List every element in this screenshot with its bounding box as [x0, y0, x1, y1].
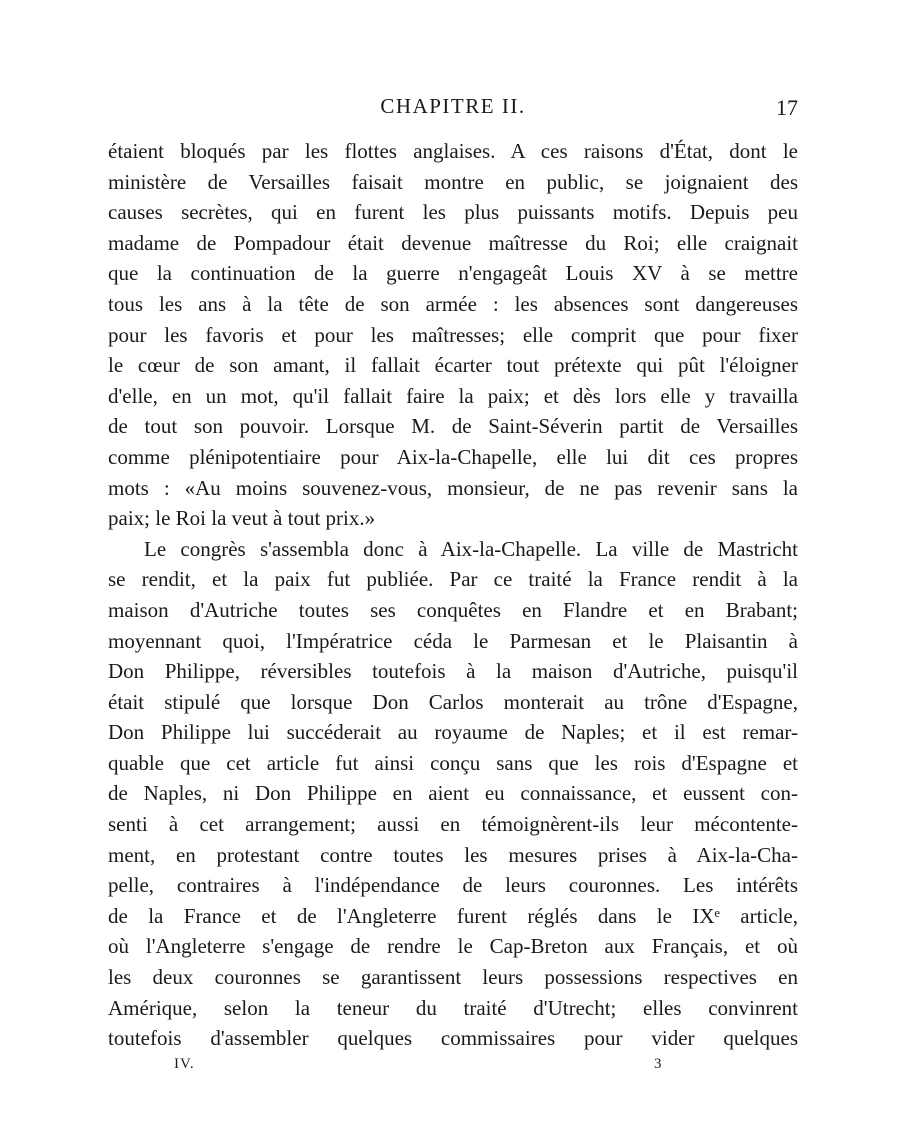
- text-line: Don Philippe, réversibles toutefois à la maison d'Autriche, puisqu'il: [108, 659, 798, 684]
- text-line: se rendit, et la paix fut publiée. Par ce traité la France rendit à la: [108, 567, 798, 592]
- page-number: 17: [776, 95, 798, 120]
- text-line: que la continuation de la guerre n'engageât Louis XV à se mettre: [108, 261, 798, 286]
- text-line: mots : «Au moins souvenez-vous, monsieur, de ne pas revenir sans la: [108, 475, 798, 500]
- text-line: les deux couronnes se garantissent leurs possessions respectives en: [108, 965, 798, 990]
- text-line: pour les favoris et pour les maîtresses; elle comprit que pour fixer: [108, 322, 798, 347]
- text-line: maison d'Autriche toutes ses conquêtes en Flandre et en Brabant;: [108, 597, 798, 622]
- volume-signature: IV.: [174, 1056, 195, 1072]
- text-line: de la France et de l'Angleterre furent réglés dans le IXᵉ article,: [108, 903, 798, 928]
- text-line: causes secrètes, qui en furent les plus puissants motifs. Depuis peu: [108, 200, 798, 225]
- body-text: [108, 136, 798, 1054]
- text-line: de Naples, ni Don Philippe en aient eu connaissance, et eussent con-: [108, 781, 798, 806]
- page-footer: [108, 1056, 798, 1080]
- text-line: comme plénipotentiaire pour Aix-la-Chapelle, elle lui dit ces propres: [108, 444, 798, 469]
- text-line: paix; le Roi la veut à tout prix.»: [108, 506, 376, 531]
- text-line: où l'Angleterre s'engage de rendre le Cap-Breton aux Français, et où: [108, 934, 798, 959]
- sheet-number: 3: [654, 1056, 662, 1072]
- paragraph: [108, 534, 798, 1054]
- text-line: ment, en protestant contre toutes les mesures prises à Aix-la-Cha-: [108, 842, 798, 867]
- text-line: de tout son pouvoir. Lorsque M. de Saint-Séverin partit de Versailles: [108, 414, 798, 439]
- text-line: était stipulé que lorsque Don Carlos monterait au trône d'Espagne,: [108, 689, 798, 714]
- text-line: toutefois d'assembler quelques commissaires pour vider quelques: [108, 1026, 798, 1051]
- chapter-title: CHAPITRE II.: [380, 94, 526, 118]
- text-line: Don Philippe lui succéderait au royaume de Naples; et il est remar-: [108, 720, 798, 745]
- text-line: Le congrès s'assembla donc à Aix-la-Chapelle. La ville de Mastricht: [144, 536, 798, 561]
- paragraph: [108, 136, 798, 534]
- text-line: le cœur de son amant, il fallait écarter tout prétexte qui pût l'éloigner: [108, 353, 798, 378]
- text-line: madame de Pompadour était devenue maîtresse du Roi; elle craignait: [108, 230, 798, 255]
- text-line: pelle, contraires à l'indépendance de leurs couronnes. Les intérêts: [108, 873, 798, 898]
- text-line: Amérique, selon la teneur du traité d'Utrecht; elles convinrent: [108, 995, 798, 1020]
- text-line: ministère de Versailles faisait montre en public, se joignaient des: [108, 169, 798, 194]
- text-line: étaient bloqués par les flottes anglaises. A ces raisons d'État, dont le: [108, 139, 798, 163]
- text-line: moyennant quoi, l'Impératrice céda le Parmesan et le Plaisantin à: [108, 628, 798, 653]
- text-line: quable que cet article fut ainsi conçu sans que les rois d'Espagne et: [108, 750, 798, 775]
- text-line: d'elle, en un mot, qu'il fallait faire la paix; et dès lors elle y travailla: [108, 383, 798, 408]
- running-head: [108, 94, 798, 124]
- text-line: senti à cet arrangement; aussi en témoignèrent-ils leur mécontente-: [108, 812, 798, 837]
- text-line: tous les ans à la tête de son armée : les absences sont dangereuses: [108, 291, 798, 316]
